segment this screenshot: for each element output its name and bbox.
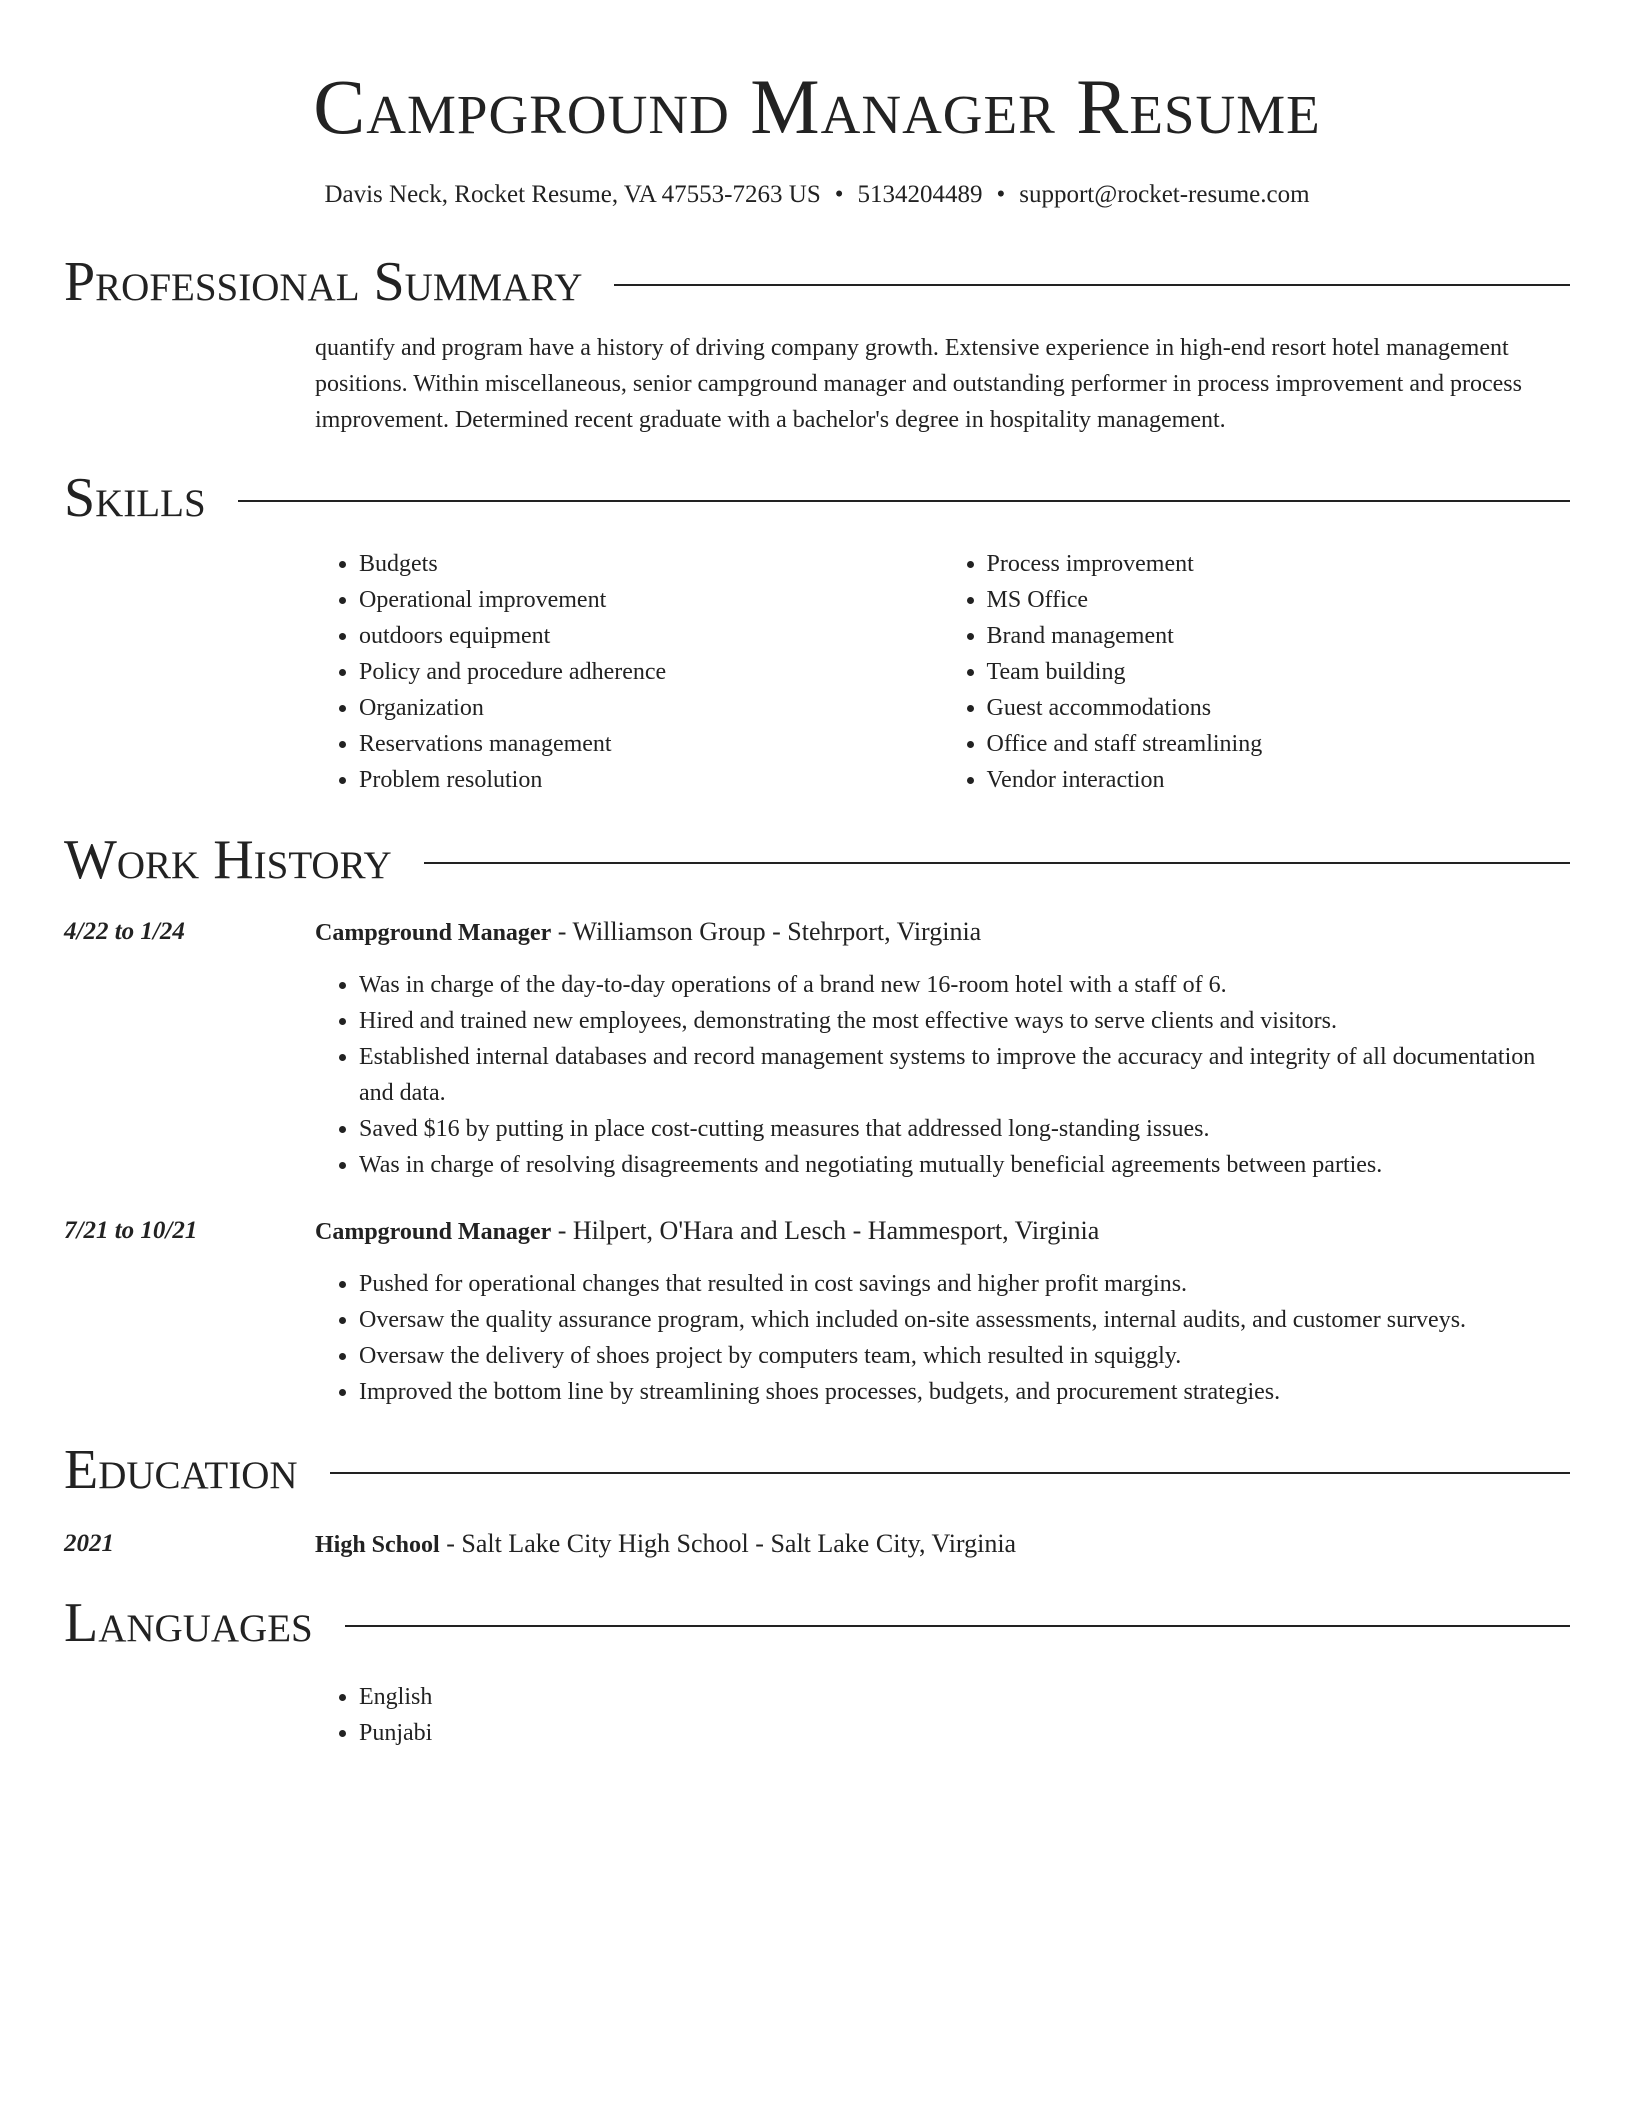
skill-item: • outdoors equipment [359, 618, 943, 654]
job-employer-location: - Hilpert, O'Hara and Lesch - Hammesport, Virginia [551, 1216, 1100, 1245]
job-bullet: • Pushed for operational changes that resulted in cost savings and higher profit margins. [359, 1266, 1570, 1302]
skill-item: • Operational improvement [359, 582, 943, 618]
skills-column-right [943, 546, 1571, 798]
section-divider [424, 862, 1570, 864]
education-details [315, 1526, 1570, 1563]
section-divider [330, 1472, 1570, 1474]
section-divider [614, 284, 1570, 286]
skill-item: • MS Office [987, 582, 1571, 618]
resume-page [64, 0, 1570, 1751]
job-bullets [64, 967, 1570, 1183]
work-section-header [64, 828, 1570, 892]
job-employer-location: - Williamson Group - Stehrport, Virginia [551, 917, 982, 946]
job-dates: 4/22 to 1/24 [64, 918, 185, 945]
job-bullet: • Improved the bottom line by streamlining shoes processes, budgets, and procurement strategies. [359, 1374, 1570, 1410]
job-bullet: • Saved $16 by putting in place cost-cutting measures that addressed long-standing issues. [359, 1111, 1570, 1147]
language-item: • English [359, 1679, 1570, 1715]
job-bullet: • Oversaw the quality assurance program, which included on-site assessments, internal audits, and customer surveys. [359, 1302, 1570, 1338]
skill-item: • Process improvement [987, 546, 1571, 582]
job-header [64, 1213, 1570, 1250]
education-heading: Education [64, 1439, 298, 1501]
skill-item: • Reservations management [359, 726, 943, 762]
skills-list [64, 546, 1570, 798]
job-title: Campground Manager [315, 920, 552, 946]
skill-item: • Policy and procedure adherence [359, 654, 943, 690]
job-header [64, 914, 1570, 951]
job-dates: 7/21 to 10/21 [64, 1217, 198, 1244]
job-bullet: • Oversaw the delivery of shoes project by computers team, which resulted in squiggly. [359, 1338, 1570, 1374]
contact-email: support@rocket-resume.com [1019, 181, 1310, 208]
job-entry [64, 914, 1570, 1183]
skill-item: • Brand management [987, 618, 1571, 654]
job-bullet: • Hired and trained new employees, demonstrating the most effective ways to serve clients and visitors. [359, 1003, 1570, 1039]
contact-separator: • [996, 181, 1006, 208]
languages-list [64, 1679, 1570, 1751]
section-divider [345, 1625, 1570, 1627]
summary-text: quantify and program have a history of driving company growth. Extensive experience in high-end resort hotel management positions. Within miscellaneous, senior campground manager and outstanding performer in process improvement and process improvement. Determined recent graduate with a bachelor's degree in hospitality management. [315, 335, 1522, 433]
skill-item: • Team building [987, 654, 1571, 690]
skills-heading: Skills [64, 467, 206, 529]
resume-title: Campground Manager Resume [313, 63, 1321, 150]
job-heading [315, 1213, 1570, 1250]
contact-separator: • [834, 181, 844, 208]
job-bullet: • Established internal databases and record management systems to improve the accuracy and integrity of all documentation and data. [359, 1039, 1570, 1111]
skill-item: • Budgets [359, 546, 943, 582]
education-year: 2021 [64, 1530, 114, 1557]
section-divider [238, 500, 1570, 502]
skill-item: • Problem resolution [359, 762, 943, 798]
skill-item: • Office and staff streamlining [987, 726, 1571, 762]
languages-heading: Languages [64, 1592, 313, 1654]
contact-phone: 5134204489 [857, 181, 983, 208]
education-school-location: - Salt Lake City High School - Salt Lake City, Virginia [439, 1529, 1017, 1558]
skills-column-left [315, 546, 943, 798]
job-bullets [64, 1266, 1570, 1410]
work-heading: Work History [64, 829, 392, 891]
languages-section-header [64, 1591, 1570, 1655]
skills-section-header [64, 466, 1570, 530]
contact-line [64, 178, 1570, 212]
job-heading [315, 914, 1570, 951]
job-bullet: • Was in charge of the day-to-day operations of a brand new 16-room hotel with a staff of 6. [359, 967, 1570, 1003]
education-degree: High School [315, 1532, 440, 1558]
skill-item: • Organization [359, 690, 943, 726]
skill-item: • Vendor interaction [987, 762, 1571, 798]
job-entry [64, 1213, 1570, 1410]
summary-section-header [64, 250, 1570, 314]
language-item: • Punjabi [359, 1715, 1570, 1751]
contact-address: Davis Neck, Rocket Resume, VA 47553-7263 US [324, 181, 821, 208]
job-bullet: • Was in charge of resolving disagreements and negotiating mutually beneficial agreements between parties. [359, 1147, 1570, 1183]
job-title: Campground Manager [315, 1219, 552, 1245]
education-entry [64, 1526, 1570, 1563]
education-section-header [64, 1438, 1570, 1502]
summary-heading: Professional Summary [64, 251, 583, 313]
skill-item: • Guest accommodations [987, 690, 1571, 726]
